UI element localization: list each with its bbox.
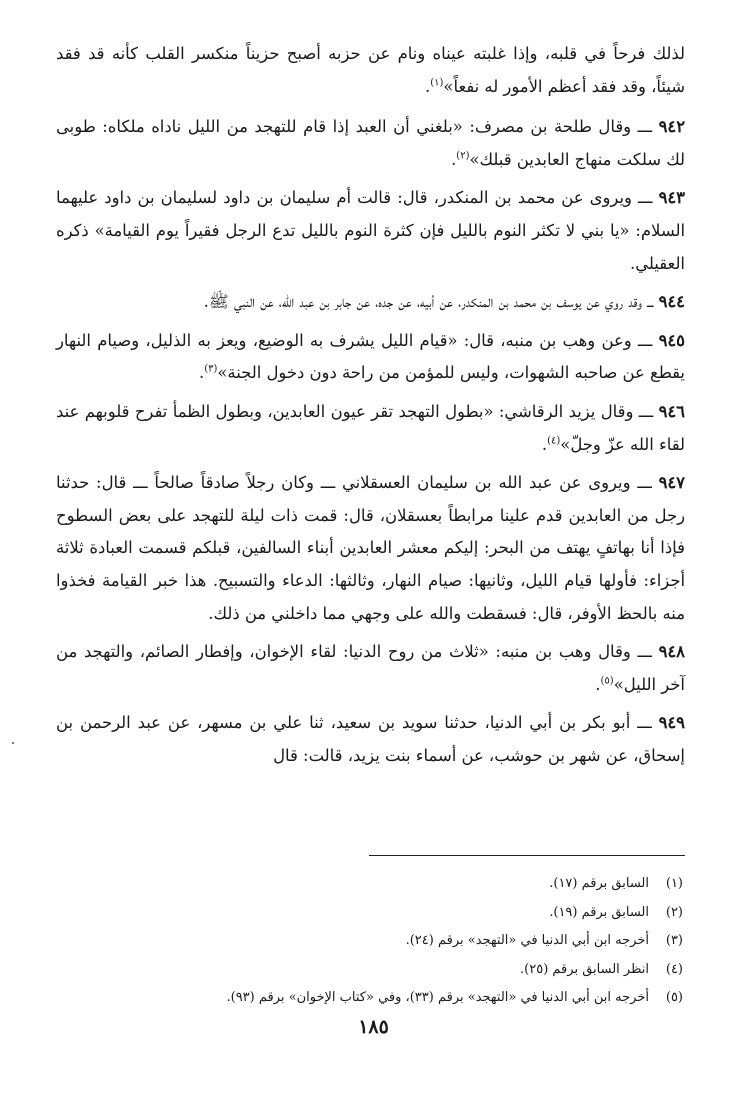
paragraph-942 [56,111,685,176]
paragraph-948 [56,636,685,701]
paragraph-text: ـــ ويروى عن عبد الله بن سليمان العسقلاني ـــ وكان رجلاً صادقاً صالحاً ـــ قال: حدثنا رجل من العابدين قدم علينا مرابطاً بعسقلان، قال: قمت ذات ليلة للتهجد على بعض السطوح فإذا أنا بهاتفٍ يهتف من البحر: إليكم معشر العابدين أبناء السالفين، قبلكم قسمت العبادة ثلاثة أجزاء: فأولها قيام الليل، وثانيها: صيام النهار، وثالثها: الدعاء والتسبيح. هذا خبر القيامة فخذوا منه بالحظ الأوفر، قال: فسقطت والله على وجهي مما داخلني من ذلك. [56,473,685,623]
item-number: ٩٤٧ [658,473,685,493]
item-number: ٩٤٢ [658,117,686,137]
footnote-1 [60,870,683,899]
paragraph-continued [56,38,685,103]
paragraph-943 [56,182,685,280]
footnote-divider [369,855,685,856]
footnote-2 [60,899,683,928]
footnotes [60,870,683,1013]
item-number: ٩٤٥ [658,330,685,350]
paragraph-945 [56,325,685,390]
paragraph-text: ـــ وقال يزيد الرقاشي: «بطول التهجد تقر عيون العابدين، وبطول الظمأ تفرح قلوبهم عند لقاء الله عزّ وجلّ» [56,401,685,454]
paragraph-text: ـــ وقد روي عن يوسف بن محمد بن المنكدر، عن أبيه، عن جده، عن جابر بن عبد الله، عن النبي ﷺ. [203,292,654,312]
footnote-ref: (٥) [600,675,614,687]
paragraph-tail: . [199,363,205,383]
paragraph-947 [56,467,685,630]
footnote-5 [60,984,683,1013]
footnote-number: (٤) [665,961,683,977]
footnote-number: (٥) [665,990,683,1005]
item-number: ٩٤٦ [658,401,685,421]
footnote-text: انظر السابق برقم (٢٥). [520,961,649,977]
paragraph-946 [56,396,685,461]
footnote-3 [60,927,683,956]
footnote-number: (٣) [665,933,683,948]
paragraph-text: ـــ وقال وهب بن منبه: «ثلاث من روح الدنيا: لقاء الإخوان، وإفطار الصائم، والتهجد من آخر الليل» [56,642,685,694]
footnote-ref: (٢) [456,150,470,162]
paragraph-tail: . [595,674,601,694]
item-number: ٩٤٩ [658,713,685,733]
footnote-text: السابق برقم (١٧). [549,876,649,891]
footnote-ref: (١) [430,77,444,89]
main-text [56,38,685,778]
paragraph-text: ـــ ويروى عن محمد بن المنكدر، قال: قالت أم سليمان بن داود لسليمان بن داود عليهما السلام: «يا بني لا تكثر النوم بالليل فإن كثرة النوم بالليل تدع الرجل فقيراً يوم القيامة» ذكره العقيلي. [56,188,685,273]
item-number: ٩٤٤ [658,292,685,312]
footnote-text: السابق برقم (١٩). [549,904,649,920]
paragraph-text: ـــ أبو بكر بن أبي الدنيا، حدثنا سويد بن سعيد، ثنا علي بن مسهر، عن عبد الرحمن بن إسحاق، عن شهر بن حوشب، عن أسماء بنت يزيد، قالت: قال [56,713,685,765]
footnote-text: أخرجه ابن أبي الدنيا في «التهجد» برقم (٣٣)، وفي «كتاب الإخوان» برقم (٩٣). [226,990,649,1005]
paragraph-text: ـــ وعن وهب بن منبه، قال: «قيام الليل يشرف به الوضيع، ويعز به الذليل، وصيام النهار يقطع عن صاحبه الشهوات، وليس للمؤمن من راحة دون دخول الجنة» [56,330,685,383]
paragraph-tail: . [425,76,431,96]
footnote-number: (٢) [665,904,683,920]
paragraph-text: ـــ وقال طلحة بن مصرف: «بلغني أن العبد إذا قام للتهجد من الليل ناداه ملكاه: طوبى لك سلكت منهاج العابدين قبلك» [56,117,685,169]
footnote-number: (١) [665,876,683,891]
margin-dot [12,742,14,744]
footnote-ref: (٣) [204,363,218,375]
paragraph-text: لذلك فرحاً في قلبه، وإذا غلبته عيناه ونام عن حزبه أصبح حزيناً منكسر القلب كأنه قد فقد شيئاً، وقد فقد أعظم الأمور له نفعاً» [56,44,685,96]
paragraph-tail: . [451,149,457,169]
page-number: ١٨٥ [358,1016,389,1038]
footnote-text: أخرجه ابن أبي الدنيا في «التهجد» برقم (٢٤). [405,933,649,948]
paragraph-tail: . [541,434,548,454]
paragraph-944 [56,286,685,319]
footnote-ref: (٤) [547,435,561,447]
item-number: ٩٤٣ [658,188,685,208]
footnote-4 [60,956,683,985]
item-number: ٩٤٨ [658,642,685,662]
paragraph-949 [56,707,685,772]
